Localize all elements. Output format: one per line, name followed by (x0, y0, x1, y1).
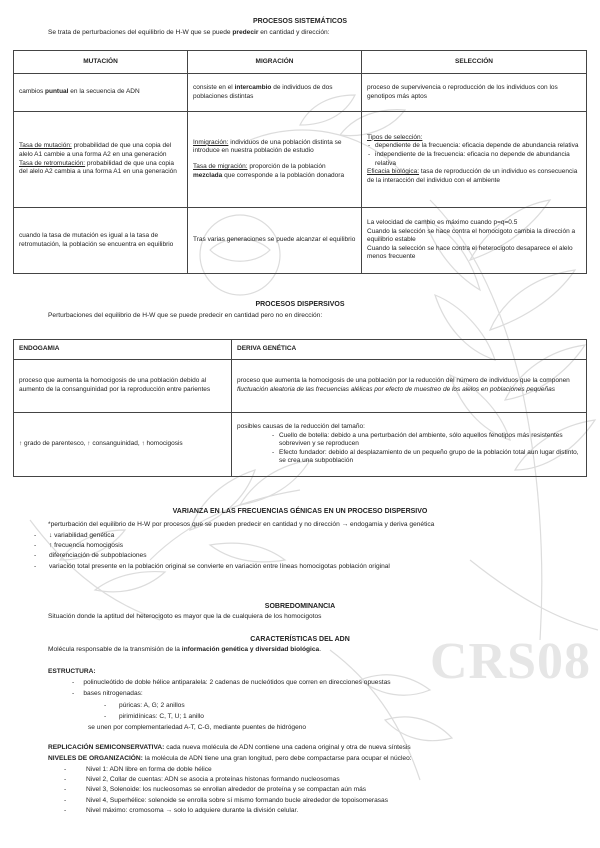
niveles-list (64, 766, 388, 817)
cell-deriva-def: proceso que aumenta la homocigosis de una población por la reducción del número de individuos que la componen fluctuación aleatoria de las frecuencias alélicas por efecto de muestreo de los alelos en poblaciones pequeñas (232, 360, 587, 413)
list-item: - Nivel 2, Collar de cuentas: ADN se asocia a proteínas histonas formando nucleosomas (64, 776, 340, 784)
list-item: - variación total presente en la población original se convierte en variación entre líneas homocigotas población original (34, 562, 390, 570)
cell-migracion-equilibrio: Tras varias generaciones se puede alcanzar el equilibrio (188, 208, 362, 274)
cell-mutacion-equilibrio: cuando la tasa de mutación es igual a la tasa de retromutación, la población se encuentra en equilibrio (14, 208, 188, 274)
header-seleccion: SELECCIÓN (362, 51, 587, 74)
sistematicos-table (13, 50, 587, 274)
header-deriva: DERIVA GENÉTICA (232, 340, 587, 360)
list-item: - diferenciación de subpoblaciones (34, 552, 147, 560)
dispersivos-intro: Perturbaciones del equilibrio de H-W que se puede predecir en cantidad pero no en dirección: (48, 312, 323, 319)
cell-deriva-causas: posibles causas de la reducción del tamaño: - Cuello de botella: debido a una perturbación del ambiente, sólo aquellos fenotipos más resistentes sobreviven y se reproducen - Efecto fundador: debido al desplazamiento de un pequeño grupo de la población total aun lugar distinto, se crea una subpoblación (232, 413, 587, 477)
estructura-subitem: - púricas: A, G; 2 anillos (104, 702, 185, 709)
list-item: - Nivel 3, Solenoide: los nucleosomas se enrollan alrededor de proteína y se compactan aún más (64, 786, 367, 794)
list-item: - ↑ frecuencia homocigosis (34, 542, 124, 550)
cell-migracion-tasas: Inmigración: individuos de una población distinta se introduce en nuestra población de estudio Tasa de migración: proporción de la población mezclada que corresponde a la población donadora (188, 112, 362, 208)
section-title-sobredominancia: SOBREDOMINANCIA (264, 603, 336, 610)
adn-intro: Molécula responsable de la transmisión de la información genética y diversidad biológica. (48, 646, 322, 653)
estructura-subitem: - pirimidínicas: C, T, U; 1 anillo (104, 713, 204, 720)
cell-seleccion-equilibrio: La velocidad de cambio es máximo cuando p=q=0.5 Cuando la selección se hace contra el homocigoto cambia la dirección a equilibrio estable Cuando la selección se hace contra el heterocigoto desaparece el alelo menos frecuente (362, 208, 587, 274)
cell-endogamia-efectos: ↑ grado de parentesco, ↑ consanguinidad, ↑ homocigosis (14, 413, 232, 477)
section-title-adn: CARACTERÍSTICAS DEL ADN (250, 636, 350, 643)
estructura-label: ESTRUCTURA: (48, 668, 96, 675)
cell-seleccion-def: proceso de supervivencia o reproducción de los individuos con los genotipos más aptos (362, 74, 587, 112)
watermark-text: CRS08 (430, 633, 592, 690)
list-item: - Nivel máximo: cromosoma → solo lo adquiere durante la división celular. (64, 806, 299, 814)
list-item: - Nivel 4, Superhélice: solenoide se enrolla sobre sí mismo formando bucle alrededor de topoisomerasas (64, 796, 389, 804)
sobredominancia-text: Situación donde la aptitud del heterocigoto es mayor que la de cualquiera de los homocigotos (48, 613, 322, 620)
cell-mutacion-tasas: Tasa de mutación: probabilidad de que una copia del alelo A1 cambie a una forma A2 en una generación Tasa de retromutación: probabilidad de que una copia del alelo A2 cambia a una forma A1 en una generación (14, 112, 188, 208)
dispersivos-table (13, 339, 587, 477)
cell-migracion-def: consiste en el intercambio de individuos de dos poblaciones distintas (188, 74, 362, 112)
section-title-varianza: VARIANZA EN LAS FRECUENCIAS GÉNICAS EN UN PROCESO DISPERSIVO (172, 508, 428, 515)
header-migracion: MIGRACIÓN (188, 51, 362, 74)
list-item: - Cuello de botella: debido a una perturbación del ambiente, sólo aquellos fenotipos más resistentes sobreviven y se reproducen (279, 432, 581, 449)
cell-endogamia-def: proceso que aumenta la homocigosis de una población debido al aumento de la consanguinidad por la reproducción entre parientes (14, 360, 232, 413)
estructura-item: - bases nitrogenadas: (72, 690, 143, 697)
estructura-item: se unen por complementariedad A-T, C-G, mediante puentes de hidrógeno (88, 724, 307, 731)
sistematicos-intro: Se trata de perturbaciones del equilibrio de H-W que se puede predecir en cantidad y dirección: (48, 29, 330, 36)
varianza-list (34, 532, 390, 573)
list-item: - dependiente de la frecuencia: eficacia depende de abundancia relativa (375, 142, 581, 151)
cell-seleccion-tipos: Tipos de selección: - dependiente de la frecuencia: eficacia depende de abundancia relativa - independiente de la frecuencia: eficacia no depende de abundancia relativa Eficacia biológica: tasa de reproducción de un individuo es consecuencia de la interacción del individuo con el ambiente (362, 112, 587, 208)
varianza-note: *perturbación del equilibrio de H-W por procesos que se pueden predecir en cantidad y no dirección → endogamia y deriva genética (48, 521, 435, 528)
header-mutacion: MUTACIÓN (14, 51, 188, 74)
list-item: - Nivel 1: ADN libre en forma de doble hélice (64, 766, 212, 773)
header-endogamia: ENDOGAMIA (14, 340, 232, 360)
list-item: - ↓ variabilidad genética (34, 532, 115, 539)
niveles-text: NIVELES DE ORGANIZACIÓN: la molécula de ADN tiene una gran longitud, pero debe compactarse para ocupar el núcleo: (48, 755, 412, 762)
replicacion-text: REPLICACIÓN SEMICONSERVATIVA: cada nueva molécula de ADN contiene una cadena original y otra de nueva síntesis (48, 744, 411, 751)
estructura-item: - polinucleótido de doble hélice antiparalela: 2 cadenas de nucleótidos que corren en direcciones opuestas (72, 679, 391, 686)
section-title-sistematicos: PROCESOS SISTEMÁTICOS (252, 18, 348, 25)
list-item: - independiente de la frecuencia: eficacia no depende de abundancia relativa (375, 151, 581, 168)
cell-mutacion-def: cambios puntual en la secuencia de ADN (14, 74, 188, 112)
list-item: - Efecto fundador: debido al desplazamiento de un pequeño grupo de la población total aun lugar distinto, se crea una subpoblación (279, 449, 581, 466)
section-title-dispersivos: PROCESOS DISPERSIVOS (255, 301, 345, 308)
